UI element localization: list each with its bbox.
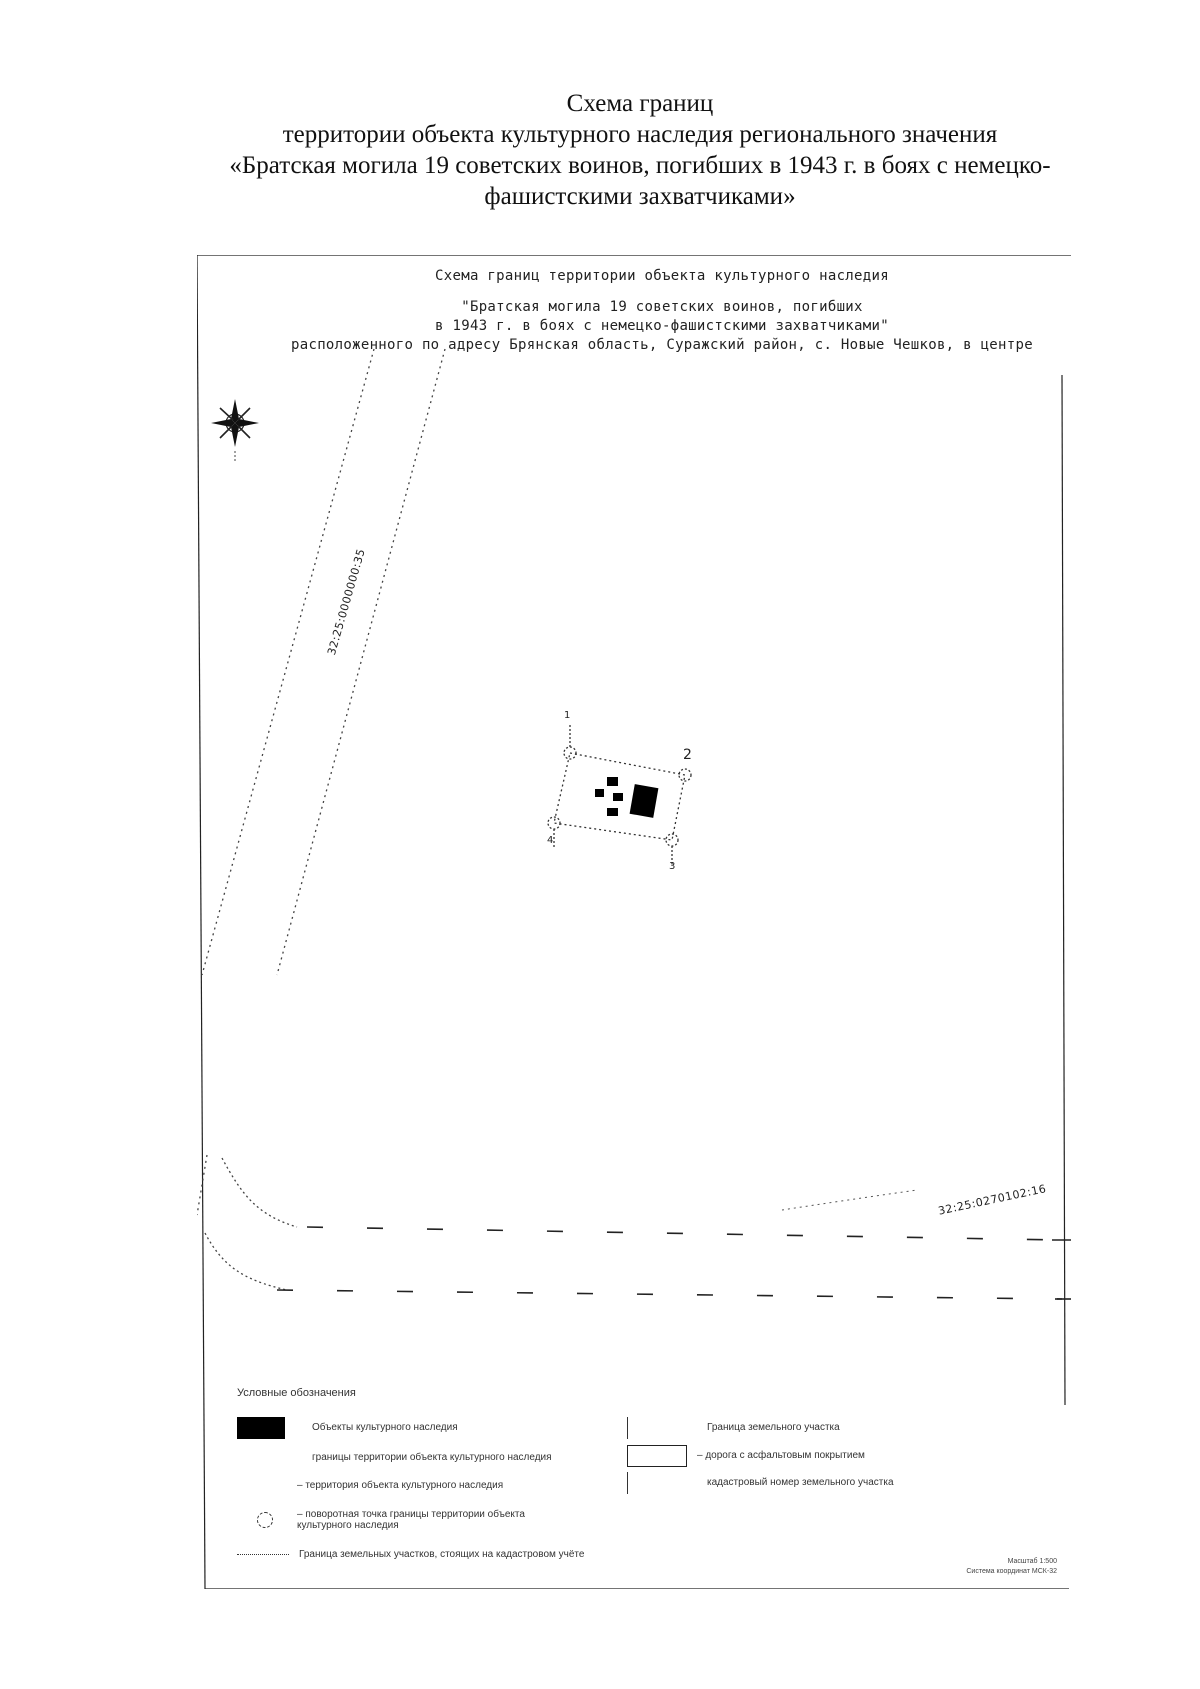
cadastral-number-south: 32:25:0270102:16 xyxy=(937,1182,1048,1218)
point-label-2: 2 xyxy=(683,747,692,763)
legend-point-icon xyxy=(257,1512,273,1528)
legend-point: – поворотная точка границы территории объекта культурного наследия xyxy=(297,1509,525,1531)
document-header xyxy=(60,88,1200,212)
point-label-4: 4 xyxy=(547,835,554,846)
legend-title: Условные обозначения xyxy=(237,1387,356,1399)
heritage-objects xyxy=(595,777,658,818)
header-line-2: территории объекта культурного наследия регионального значения xyxy=(282,121,998,148)
legend-territory: – территория объекта культурного наследия xyxy=(297,1480,504,1491)
legend-right-1: Граница земельного участка xyxy=(707,1422,840,1433)
south-road-dashes xyxy=(277,1227,1071,1299)
legend-right-3: кадастровый номер земельного участка xyxy=(707,1477,894,1488)
header-line-4: фашистскими захватчиками» xyxy=(484,183,796,210)
legend-road-swatch xyxy=(627,1445,687,1467)
boundary-point-2 xyxy=(679,769,691,781)
frame-left-line xyxy=(197,255,205,1589)
legend-objects: Объекты культурного наследия xyxy=(312,1422,458,1433)
map-title-1: Схема границ территории объекта культурного наследия xyxy=(435,268,889,284)
legend-bar-1 xyxy=(627,1417,628,1439)
stamp-line-1: Масштаб 1:500 xyxy=(1007,1558,1057,1565)
north-arrow-icon xyxy=(211,399,259,463)
header-line-1: Схема границ xyxy=(566,90,714,117)
map-title-block xyxy=(197,267,1127,355)
legend-dash-icon xyxy=(237,1554,289,1555)
point-label-3: 3 xyxy=(669,861,676,872)
map-title-4: расположенного по адресу Брянская область, Суражский район, с. Новые Чешков, в центре xyxy=(291,337,1033,353)
road-lines xyxy=(197,349,445,1290)
header-line-3: «Братская могила 19 советских воинов, погибших в 1943 г. в боях с немецко- xyxy=(229,152,1051,179)
legend-boundary: границы территории объекта культурного наследия xyxy=(312,1452,552,1463)
parcel-boundary-line xyxy=(782,1190,917,1210)
map-title-3: в 1943 г. в боях с немецко-фашистскими захватчиками" xyxy=(435,318,889,334)
legend-bar-3 xyxy=(627,1472,628,1494)
point-label-1: 1 xyxy=(564,710,571,721)
map-stamp xyxy=(966,1557,1057,1577)
boundary-map xyxy=(197,255,1071,1589)
boundary-point-4 xyxy=(548,817,560,829)
legend-road: – дорога с асфальтовым покрытием xyxy=(697,1450,865,1461)
legend-other: Граница земельных участков, стоящих на кадастровом учёте xyxy=(299,1549,585,1560)
map-title-2: "Братская могила 19 советских воинов, погибших xyxy=(461,299,863,315)
frame-right-line xyxy=(1062,375,1065,1405)
map-legend xyxy=(237,1387,1057,1577)
legend-swatch-objects xyxy=(237,1417,285,1439)
boundary-point-3 xyxy=(666,834,678,846)
cadastral-number-road: 32:25:0000000:35 xyxy=(325,547,368,657)
stamp-line-2: Система координат МСК-32 xyxy=(966,1568,1057,1575)
